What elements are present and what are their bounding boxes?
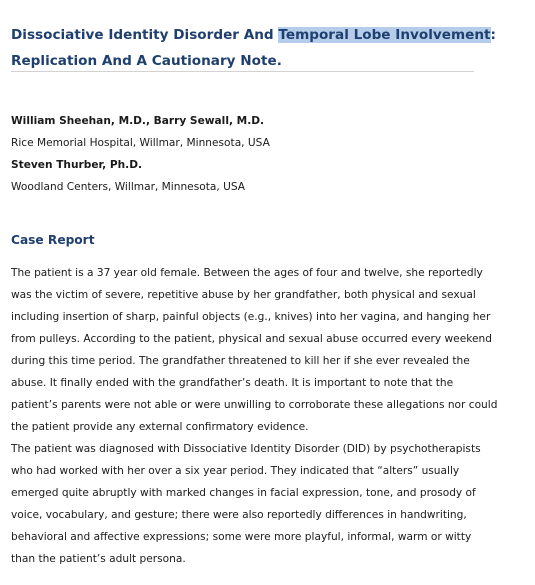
title-part2: : (490, 27, 496, 43)
title-part1: Dissociative Identity Disorder And (11, 27, 279, 43)
article-body (11, 262, 531, 570)
body-line: behavioral and affective expressions; some were more playful, informal, warm or witty (11, 531, 472, 543)
body-line: during this time period. The grandfather threatened to kill her if she ever revealed the (11, 355, 470, 367)
section-heading-case-report: Case Report (11, 233, 95, 247)
body-line: including insertion of sharp, painful objects (e.g., knives) into her vagina, and hanging her (11, 311, 491, 323)
body-line: The patient is a 37 year old female. Between the ages of four and twelve, she reportedly (11, 267, 483, 279)
body-line: voice, vocabulary, and gesture; there were also reportedly differences in handwriting, (11, 509, 467, 521)
title-line2: Replication And A Cautionary Note. (11, 53, 282, 69)
body-line: abuse. It finally ended with the grandfather’s death. It is important to note that the (11, 377, 454, 389)
author-names-1: William Sheehan, M.D., Barry Sewall, M.D. (11, 115, 265, 127)
author-names-2: Steven Thurber, Ph.D. (11, 159, 143, 171)
body-paragraph-1 (11, 262, 531, 438)
body-line: who had worked with her over a six year period. They indicated that “alters” usually (11, 465, 460, 477)
body-line: from pulleys. According to the patient, physical and sexual abuse occurred every weekend (11, 333, 492, 345)
body-line: was the victim of severe, repetitive abuse by her grandfather, both physical and sexual (11, 289, 476, 301)
article-title (11, 22, 511, 74)
title-divider (11, 71, 474, 72)
body-line: emerged quite abruptly with marked changes in facial expression, tone, and prosody of (11, 487, 476, 499)
body-line: than the patient’s adult persona. (11, 553, 186, 565)
body-line: The patient was diagnosed with Dissociative Identity Disorder (DID) by psychotherapists (11, 443, 481, 455)
title-highlighted-selection[interactable]: Temporal Lobe Involvement (278, 27, 491, 43)
body-line: the patient provide any external confirmatory evidence. (11, 421, 309, 433)
author-block (11, 110, 511, 198)
body-paragraph-2 (11, 438, 531, 570)
author-affiliation-1: Rice Memorial Hospital, Willmar, Minnesota, USA (11, 137, 270, 149)
author-affiliation-2: Woodland Centers, Willmar, Minnesota, USA (11, 181, 245, 193)
body-line: patient’s parents were not able or were unwilling to corroborate these allegations nor could (11, 399, 498, 411)
